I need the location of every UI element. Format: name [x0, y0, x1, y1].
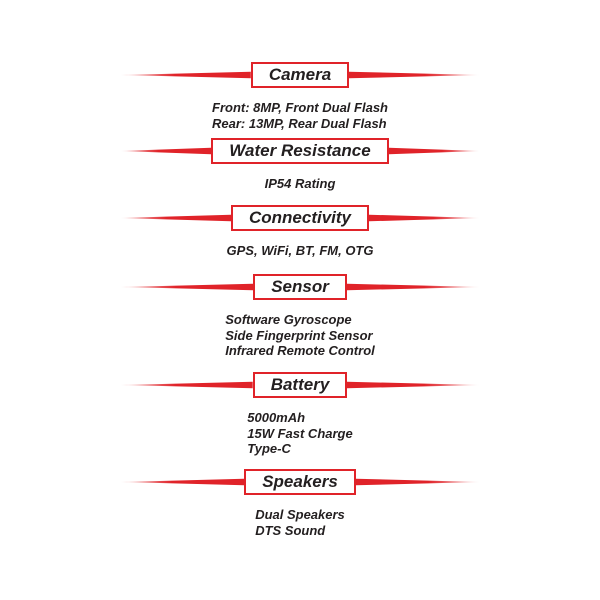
spec-spine: [120, 372, 480, 398]
spec-category-label: Water Resistance: [229, 140, 371, 160]
left-taper-line-icon: [120, 69, 251, 81]
right-taper-line-icon: [356, 476, 480, 488]
spec-category-box: [251, 62, 349, 88]
spec-category-box: [244, 469, 356, 495]
spec-detail-line: IP54 Rating: [264, 176, 336, 191]
spec-detail-line: Side Fingerprint Sensor: [225, 327, 373, 343]
spec-category-box: [231, 205, 369, 231]
spec-spine: [120, 62, 480, 88]
left-taper-line-icon: [120, 379, 253, 391]
right-taper-line-icon: [369, 212, 480, 224]
spec-details-block: [265, 176, 336, 192]
left-taper-line-icon: [120, 476, 244, 488]
spec-details: [0, 176, 600, 192]
spec-detail-line: 5000mAh: [247, 410, 306, 425]
spec-details-block: [255, 507, 345, 538]
spec-detail-line: Rear: 13MP, Rear Dual Flash: [212, 115, 387, 131]
spec-spine: [120, 274, 480, 300]
spec-category-label: Camera: [268, 64, 332, 84]
spec-details-block: [227, 243, 374, 259]
spec-details-block: [212, 100, 388, 131]
left-taper-line-icon: [120, 281, 253, 293]
right-taper-line-icon: [389, 145, 480, 157]
spec-section: [0, 469, 600, 538]
spec-section: [0, 205, 600, 259]
spec-section: [0, 62, 600, 131]
spec-details: [0, 100, 600, 131]
spec-details: [0, 410, 600, 457]
spec-category-box: [253, 372, 348, 398]
left-taper-line-icon: [120, 212, 231, 224]
spec-category-label: Sensor: [271, 276, 329, 296]
spec-detail-line: 15W Fast Charge: [247, 425, 353, 441]
spec-detail-line: Front: 8MP, Front Dual Flash: [212, 100, 388, 115]
spec-detail-line: GPS, WiFi, BT, FM, OTG: [226, 243, 374, 258]
spec-category-label: Battery: [270, 374, 330, 394]
left-taper-line-icon: [120, 145, 211, 157]
spec-details-block: [247, 410, 352, 457]
spec-category-label: Connectivity: [248, 207, 352, 227]
spec-category-box: [211, 138, 388, 164]
spec-detail-line: Software Gyroscope: [225, 312, 352, 327]
spec-detail-line: Dual Speakers: [255, 507, 345, 522]
spec-spine: [120, 205, 480, 231]
spec-category-label: Speakers: [262, 471, 338, 491]
spec-section: [0, 372, 600, 457]
spec-details: [0, 507, 600, 538]
spec-details-block: [225, 312, 375, 359]
spec-spine: [120, 469, 480, 495]
spec-details: [0, 243, 600, 259]
right-taper-line-icon: [349, 69, 480, 81]
spec-section: [0, 138, 600, 192]
spec-category-box: [253, 274, 347, 300]
spec-detail-line: DTS Sound: [255, 522, 326, 538]
spec-spine: [120, 138, 480, 164]
right-taper-line-icon: [347, 379, 480, 391]
spec-section: [0, 274, 600, 359]
right-taper-line-icon: [347, 281, 480, 293]
spec-details: [0, 312, 600, 359]
spec-detail-line: Infrared Remote Control: [225, 343, 375, 358]
spec-detail-line: Type-C: [247, 441, 291, 456]
